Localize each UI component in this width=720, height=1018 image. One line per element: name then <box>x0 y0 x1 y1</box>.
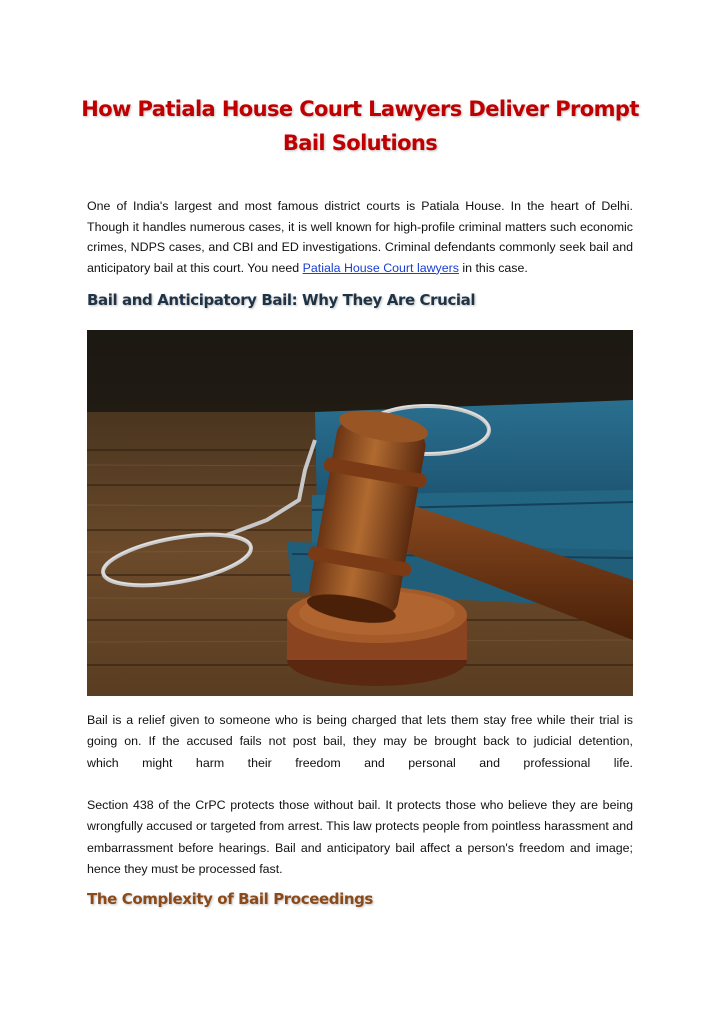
gavel-photo-icon <box>87 330 633 696</box>
section-heading-bail-complexity: The Complexity of Bail Proceedings <box>87 890 373 908</box>
bail-definition-last-line: which might harm their freedom and personal and professional life. <box>87 755 633 770</box>
title-line-2: Bail Solutions <box>282 131 438 155</box>
page-title <box>80 92 640 160</box>
bail-definition-text: Bail is a relief given to someone who is being charged that lets them stay free while their trial is going on. If the accused fails not post bail, they may be brought back to judicial detention, <box>87 713 633 749</box>
intro-text: One of India's largest and most famous district courts is Patiala House. In the heart of Delhi. Though it handles numerous cases, it is well known for high-profile criminal matters such economic crimes, NDPS cases, and CBI and ED investigations. Criminal defendants commonly seek bail and anticipatory bail at this court. You need <box>87 199 633 275</box>
patiala-house-lawyers-link[interactable]: Patiala House Court lawyers <box>302 260 459 275</box>
section-438-paragraph: Section 438 of the CrPC protects those without bail. It protects those who believe they are being wrongfully accused or targeted from arrest. This law protects people from pointless harassment and embarrassment before hearings. Bail and anticipatory bail affect a person's freedom and image; hence they must be processed fast. <box>87 798 633 876</box>
intro-text-end: in this case. <box>458 260 528 275</box>
section-heading-bail-importance: Bail and Anticipatory Bail: Why They Are Crucial <box>87 291 476 309</box>
bail-definition-paragraph <box>87 710 633 774</box>
title-line-1: How Patiala House Court Lawyers Deliver Prompt <box>81 97 639 121</box>
gavel-handcuffs-photo <box>87 330 633 696</box>
intro-paragraph <box>87 196 633 278</box>
